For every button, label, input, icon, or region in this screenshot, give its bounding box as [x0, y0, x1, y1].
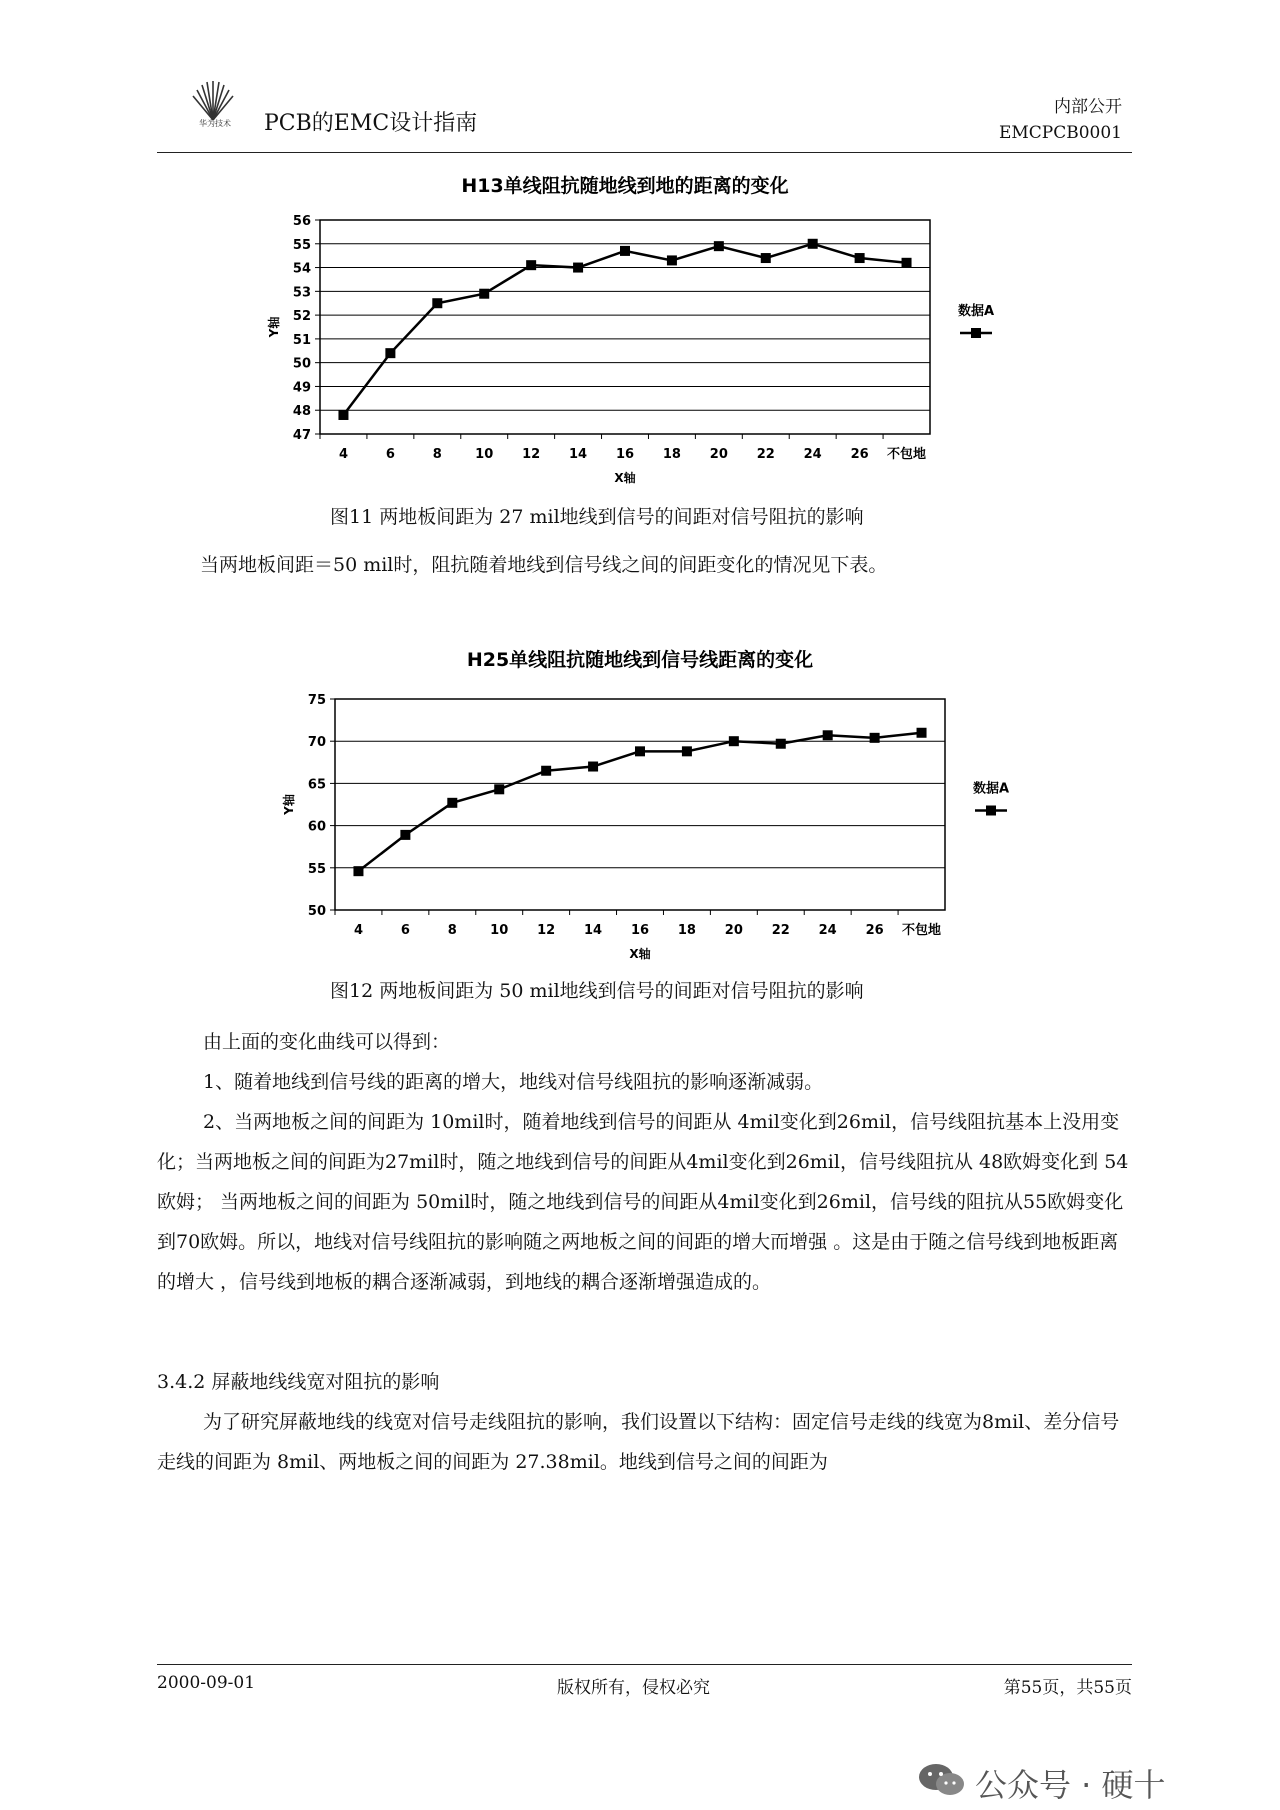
section-paragraph: 为了研究屏蔽地线的线宽对信号走线阻抗的影响，我们设置以下结构：固定信号走线的线宽为8mil、差分信号 走线的间距为 8mil、两地板之间的间距为 27.38mil。地线到信号之间的间距为	[157, 1411, 1120, 1473]
y-tick-label: 50	[307, 904, 326, 919]
conclusion-point-1: 1、随着地线到信号线的距离的增大，地线对信号线阻抗的影响逐渐减弱。	[203, 1071, 824, 1093]
data-point	[526, 260, 536, 270]
x-tick-label: 10	[475, 447, 494, 462]
data-point	[338, 410, 348, 420]
data-point	[541, 766, 551, 776]
conclusion-point-2: 2、当两地板之间的间距为 10mil时，随着地线到信号的间距从 4mil变化到26mil，信号线阻抗基本上没用变化；当两地板之间的间距为27mil时，随之地线到信号的间距从4mil变化到26mil，信号线阻抗从 48欧姆变化到 54欧姆； 当两地板之间的间距为 50mil时，随之地线到信号的间距从4mil变化到26mil，信号线的阻抗从55欧姆变化到70欧姆。所以，地线对信号线阻抗的影响随之两地板之间的间距的增大而增强 。这是由于随之信号线到地板距离的增大 ，信号线到地板的耦合逐渐减弱，到地线的耦合逐渐增强造成的。	[157, 1111, 1129, 1293]
x-tick-label: 12	[522, 447, 541, 462]
watermark	[975, 1760, 1166, 1806]
legend-label: 数据A	[958, 304, 995, 319]
x-tick-label: 26	[850, 447, 869, 462]
data-point	[494, 784, 504, 794]
y-tick-label: 65	[307, 777, 326, 793]
x-tick-label: 4	[353, 923, 363, 938]
x-tick-label: 14	[584, 923, 603, 938]
x-axis-label: X轴	[614, 471, 636, 485]
document-title: PCB的EMC设计指南	[264, 111, 478, 136]
data-point	[573, 263, 583, 273]
y-tick-label: 49	[292, 380, 311, 396]
y-tick-label: 48	[292, 404, 311, 420]
classification-label: 内部公开	[1054, 97, 1122, 117]
x-tick-label: 14	[569, 447, 588, 462]
x-tick-label: 18	[677, 923, 696, 938]
x-tick-label: 10	[490, 923, 509, 938]
chart-title: H25单线阻抗随地线到信号线距离的变化	[466, 649, 814, 671]
data-point	[588, 762, 598, 772]
x-tick-label: 6	[400, 923, 410, 938]
x-tick-label: 8	[432, 447, 442, 462]
x-tick-label: 22	[771, 923, 790, 938]
data-point	[855, 253, 865, 263]
page-header	[157, 72, 1132, 153]
x-tick-label: 4	[338, 447, 348, 462]
page-footer	[157, 1664, 1132, 1698]
watermark-text: 公众号 · 硬十	[975, 1766, 1166, 1804]
data-point	[620, 246, 630, 256]
legend-marker	[971, 328, 981, 338]
y-tick-label: 54	[292, 261, 311, 277]
y-tick-label: 60	[307, 819, 326, 835]
x-tick-label: 20	[724, 923, 743, 938]
company-logo-icon	[187, 76, 239, 124]
y-tick-label: 47	[292, 428, 311, 443]
conclusion-intro: 由上面的变化曲线可以得到：	[203, 1031, 451, 1053]
legend-label: 数据A	[973, 781, 1010, 797]
x-tick-label: 8	[447, 923, 457, 938]
footer-date: 2000-09-01	[157, 1673, 256, 1693]
y-tick-label: 70	[307, 735, 326, 751]
x-tick-label: 不包地	[902, 923, 942, 938]
legend-marker	[986, 806, 996, 816]
data-point	[400, 830, 410, 840]
x-tick-label: 18	[662, 447, 681, 462]
data-point	[761, 253, 771, 263]
data-point	[870, 733, 880, 743]
x-tick-label: 24	[818, 923, 837, 938]
y-axis-label: Y轴	[282, 794, 296, 815]
data-point	[902, 258, 912, 268]
y-tick-label: 53	[292, 285, 311, 301]
x-tick-label: 22	[756, 447, 775, 462]
y-tick-label: 52	[292, 309, 311, 325]
x-tick-label: 16	[615, 447, 635, 462]
figure-11-caption: 图11 两地板间距为 27 mil地线到信号的间距对信号阻抗的影响	[330, 506, 864, 528]
x-tick-label: 6	[385, 447, 395, 462]
chart-h25	[250, 642, 1030, 972]
figure-12-caption: 图12 两地板间距为 50 mil地线到信号的间距对信号阻抗的影响	[330, 980, 864, 1002]
y-tick-label: 50	[292, 356, 311, 372]
data-point	[447, 798, 457, 808]
y-axis-label: Y轴	[267, 316, 281, 338]
footer-page-number: 第55页，共55页	[1003, 1678, 1132, 1698]
y-tick-label: 75	[307, 693, 326, 708]
plot-area	[335, 699, 945, 910]
data-point	[479, 289, 489, 299]
wechat-icon	[917, 1762, 967, 1798]
x-tick-label: 24	[803, 447, 822, 462]
intro-paragraph: 当两地板间距＝50 mil时，阻抗随着地线到信号线之间的间距变化的情况见下表。	[200, 554, 888, 576]
y-tick-label: 56	[292, 214, 311, 229]
data-point	[714, 241, 724, 251]
x-tick-label: 20	[709, 447, 728, 462]
data-point	[808, 239, 818, 249]
x-tick-label: 12	[537, 923, 556, 938]
data-point	[635, 746, 645, 756]
section-heading: 3.4.2 屏蔽地线线宽对阻抗的影响	[157, 1371, 440, 1393]
data-point	[667, 255, 677, 265]
logo-text: 华为技术	[199, 119, 231, 128]
data-point	[917, 728, 927, 738]
footer-copyright: 版权所有，侵权必究	[557, 1678, 710, 1698]
document-code: EMCPCB0001	[998, 123, 1122, 143]
data-point	[776, 739, 786, 749]
data-point	[353, 866, 363, 876]
y-tick-label: 55	[307, 861, 326, 877]
header-meta	[999, 94, 1122, 146]
chart-title: H13单线阻抗随地线到地的距离的变化	[461, 175, 789, 197]
data-point	[385, 348, 395, 358]
data-point	[729, 736, 739, 746]
data-point	[682, 746, 692, 756]
y-tick-label: 55	[292, 237, 311, 253]
chart-h13	[250, 168, 1030, 498]
x-tick-label: 不包地	[887, 447, 927, 462]
x-tick-label: 26	[865, 923, 884, 938]
x-axis-label: X轴	[629, 947, 651, 961]
x-tick-label: 16	[630, 923, 650, 938]
data-point	[432, 298, 442, 308]
data-point	[823, 730, 833, 740]
y-tick-label: 51	[292, 332, 311, 348]
